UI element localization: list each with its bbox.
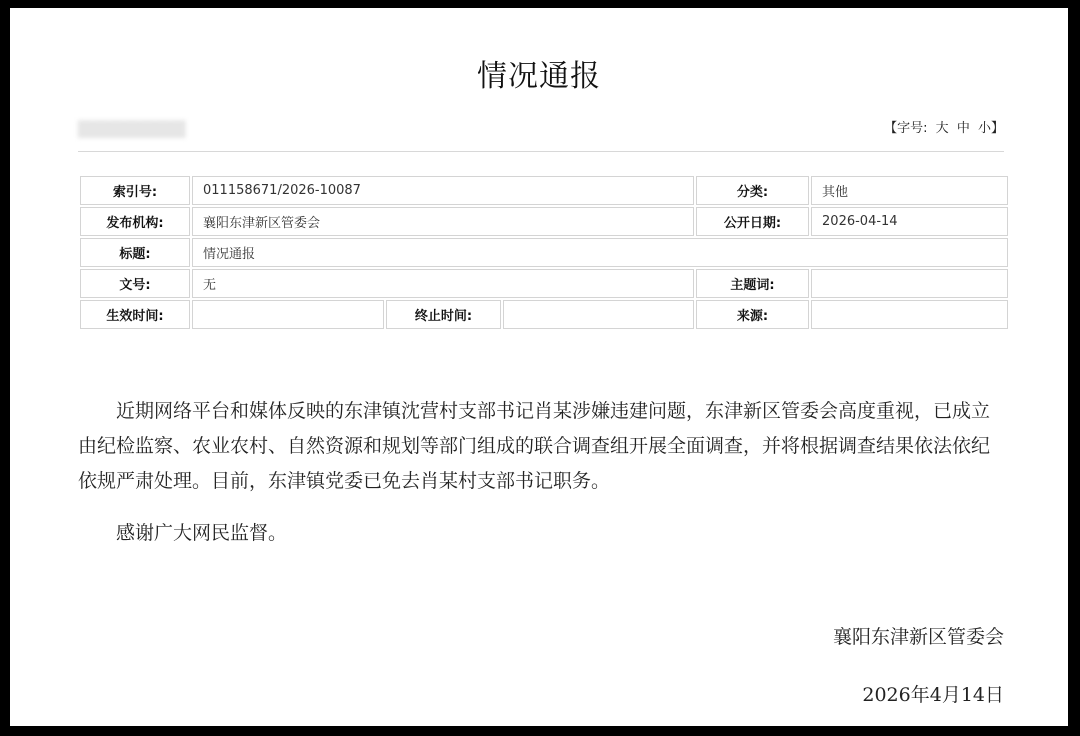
font-size-close: 】 — [990, 121, 1004, 136]
effective-value — [192, 300, 384, 329]
publisher-label: 发布机构: — [80, 207, 190, 236]
faded-watermark: ▆▆▆▆▆▆▆ — [78, 114, 186, 138]
source-value — [811, 300, 1008, 329]
table-row — [80, 207, 1008, 236]
subject-value: 情况通报 — [192, 238, 1008, 267]
keywords-value — [811, 269, 1008, 298]
subject-label: 标题: — [80, 238, 190, 267]
index-value: 011158671/2026-10087 — [192, 176, 694, 205]
font-size-large-link[interactable]: 大 — [935, 121, 949, 136]
thanks-paragraph: 感谢广大网民监督。 — [116, 522, 288, 544]
category-value: 其他 — [811, 176, 1008, 205]
font-size-label: 【字号: — [884, 121, 928, 136]
publisher-value: 襄阳东津新区管委会 — [192, 207, 694, 236]
publish-date-value: 2026-04-14 — [811, 207, 1008, 236]
body-paragraph: 近期网络平台和媒体反映的东津镇沈营村支部书记肖某涉嫌违建问题，东津新区管委会高度重视，已成立由纪检监察、农业农村、自然资源和规划等部门组成的联合调查组开展全面调查，并将根据调查结果依法依纪依规严肃处理。目前，东津镇党委已免去肖某村支部书记职务。 — [78, 400, 991, 492]
font-size-small-link[interactable]: 小 — [977, 121, 991, 136]
doc-no-value: 无 — [192, 269, 694, 298]
signature: 襄阳东津新区管委会 — [832, 626, 1004, 648]
source-label: 来源: — [696, 300, 809, 329]
table-row — [80, 176, 1008, 205]
document-page — [10, 8, 1068, 726]
page-title: 情况通报 — [477, 59, 601, 94]
doc-no-label: 文号: — [80, 269, 190, 298]
article-body — [78, 394, 1008, 551]
expiry-label: 终止时间: — [386, 300, 501, 329]
metadata-table — [78, 174, 1010, 331]
expiry-value — [503, 300, 694, 329]
category-label: 分类: — [696, 176, 809, 205]
table-row — [80, 269, 1008, 298]
table-row — [80, 238, 1008, 267]
publish-date-label: 公开日期: — [696, 207, 809, 236]
font-size-medium-link[interactable]: 中 — [956, 121, 970, 136]
table-row — [80, 300, 1008, 329]
divider — [78, 151, 1004, 152]
issue-date: 2026年4月14日 — [862, 684, 1004, 706]
keywords-label: 主题词: — [696, 269, 809, 298]
index-label: 索引号: — [80, 176, 190, 205]
font-size-control — [884, 117, 1004, 136]
effective-label: 生效时间: — [80, 300, 190, 329]
